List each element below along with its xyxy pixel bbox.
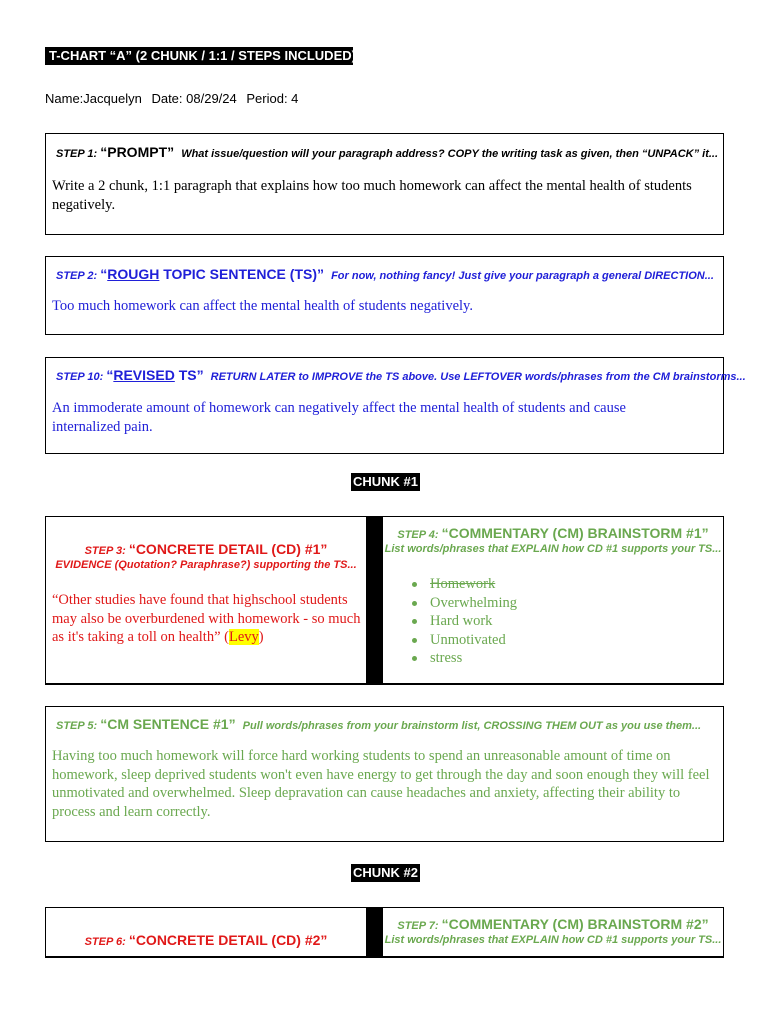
step1-text[interactable]: Write a 2 chunk, 1:1 paragraph that explains how too much homework can affect the mental health of students negatively. [52, 178, 692, 213]
citation-open: ( [224, 629, 229, 645]
step3-description: EVIDENCE (Quotation? Paraphrase?) supporting the TS... [55, 559, 357, 571]
step6-label: “CONCRETE DETAIL (CD) #2” [128, 932, 328, 948]
tchart-divider [366, 517, 383, 683]
step2-label-quote: “ [100, 266, 108, 282]
step2-number: STEP 2: [56, 270, 98, 282]
chunk1-label: CHUNK #1 [353, 474, 419, 489]
period-field: Period: 4 [246, 91, 299, 106]
step4-label: “COMMENTARY (CM) BRAINSTORM #1” [441, 525, 709, 541]
step10-number: STEP 10: [56, 371, 104, 383]
step5-box [45, 706, 724, 842]
list-item[interactable]: stress [408, 649, 517, 668]
step2-label: TOPIC SENTENCE (TS)” [159, 266, 325, 282]
step7-heading [383, 916, 723, 934]
step1-description: What issue/question will your paragraph address? COPY the writing task as given, then “UNPACK” it... [181, 148, 719, 160]
step2-text[interactable]: Too much homework can affect the mental health of students negatively. [52, 298, 473, 314]
step6-number: STEP 6: [84, 936, 126, 948]
student-name: Name:Jacquelyn [45, 91, 142, 106]
step1-label: “PROMPT” [100, 144, 175, 160]
chunk2-label: CHUNK #2 [353, 865, 419, 880]
step10-label: TS” [174, 367, 204, 383]
step3-heading [46, 541, 366, 559]
step7-number: STEP 7: [397, 920, 439, 932]
step6-heading [46, 932, 366, 950]
step2-heading [56, 266, 714, 282]
step10-heading [56, 367, 746, 383]
student-info [45, 91, 304, 106]
step4-heading [383, 525, 723, 543]
list-item[interactable]: Overwhelming [408, 594, 517, 613]
step1-heading [56, 144, 718, 160]
step7-label: “COMMENTARY (CM) BRAINSTORM #2” [441, 916, 709, 932]
step5-text[interactable]: Having too much homework will force hard working students to spend an unreasonable amount of time on homework, sleep deprived students won't even have energy to get through the day and soon enough they will feel unmotivated and overwhelmed. Sleep depravation can cause headaches and anxiety, affecting their ability to process and learn correctly. [52, 748, 710, 820]
step10-box [45, 357, 746, 454]
step5-number: STEP 5: [56, 720, 98, 732]
step5-heading [56, 716, 701, 732]
brainstorm1-list [408, 575, 517, 668]
step10-text[interactable]: An immoderate amount of homework can negatively affect the mental health of students and cause internalized pain. [52, 400, 626, 435]
step2-label-rough: ROUGH [107, 266, 160, 282]
step3-quote-block[interactable] [52, 591, 364, 647]
step3-quote: “Other studies have found that highschool students may also be overburdened with homework - so much as it's taking a toll on health” [52, 592, 361, 645]
step4-description: List words/phrases that EXPLAIN how CD #1 supports your TS... [384, 543, 722, 555]
step10-description: RETURN LATER to IMPROVE the TS above. Use LEFTOVER words/phrases from the CM brainstorms... [210, 371, 746, 383]
date-field: Date: 08/29/24 [151, 91, 237, 106]
list-item[interactable]: Unmotivated [408, 631, 517, 650]
step4-number: STEP 4: [397, 529, 439, 541]
step10-label-quote: “ [106, 367, 114, 383]
list-item[interactable]: Hard work [408, 612, 517, 631]
step2-description: For now, nothing fancy! Just give your paragraph a general DIRECTION... [331, 270, 714, 282]
step1-box [45, 133, 724, 235]
step3-number: STEP 3: [84, 545, 126, 557]
chunk1-tchart [45, 516, 724, 685]
chunk2-tchart [45, 907, 724, 958]
step7-description: List words/phrases that EXPLAIN how CD #1 supports your TS... [384, 934, 722, 946]
citation-close: ) [258, 629, 264, 645]
citation-author: Levy [229, 629, 259, 645]
step5-description: Pull words/phrases from your brainstorm list, CROSSING THEM OUT as you use them... [242, 720, 702, 732]
step2-box [45, 256, 724, 335]
tchart-divider [366, 908, 383, 956]
step3-label: “CONCRETE DETAIL (CD) #1” [128, 541, 328, 557]
step10-label-revised: REVISED [113, 367, 175, 383]
worksheet-title: T-CHART “A” (2 CHUNK / 1:1 / STEPS INCLUDED) [45, 47, 353, 65]
step1-number: STEP 1: [56, 148, 98, 160]
list-item[interactable]: Homework [408, 575, 517, 594]
step5-label: “CM SENTENCE #1” [100, 716, 236, 732]
